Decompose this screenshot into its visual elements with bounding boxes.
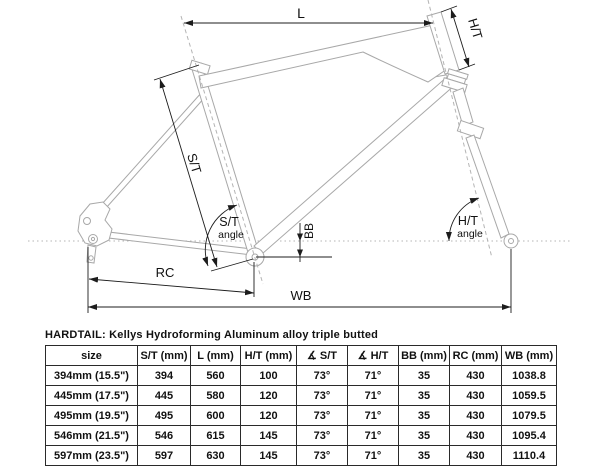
fork-stanchion (453, 88, 473, 126)
column-header: ∡ H/T (348, 346, 399, 366)
value-cell: 1059.5 (502, 386, 557, 406)
rear-dropout-hole (84, 218, 91, 225)
dim-ST-ext-top (154, 65, 199, 80)
value-cell: 1095.4 (502, 426, 557, 446)
geometry-section (45, 329, 556, 466)
value-cell: 73° (297, 366, 348, 386)
front-axle (509, 239, 514, 244)
column-header: RC (mm) (450, 346, 502, 366)
value-cell: 630 (191, 446, 241, 466)
size-cell: 597mm (23.5") (46, 446, 138, 466)
dim-HT-ext-bottom (459, 64, 475, 70)
label-bb-drop: BB (302, 222, 316, 239)
top-tube (199, 24, 450, 88)
column-header: size (46, 346, 138, 366)
table-row (46, 406, 557, 426)
size-cell: 546mm (21.5") (46, 426, 138, 446)
value-cell: 73° (297, 426, 348, 446)
value-cell: 430 (450, 446, 502, 466)
value-cell: 73° (297, 406, 348, 426)
value-cell: 35 (399, 446, 450, 466)
value-cell: 1110.4 (502, 446, 557, 466)
column-header: S/T (mm) (138, 346, 191, 366)
geometry-table-body (46, 366, 557, 466)
dim-RC-line (89, 279, 254, 293)
label-rear-center: RC (155, 265, 175, 280)
size-cell: 394mm (15.5") (46, 366, 138, 386)
value-cell: 35 (399, 386, 450, 406)
label-ht-angle-1: H/T (457, 214, 479, 228)
value-cell: 120 (241, 406, 297, 426)
dim-ST-ext-bottom (211, 259, 253, 271)
label-ht-angle-2: angle (457, 228, 483, 240)
seat-stay (102, 92, 206, 208)
label-st-angle-2: angle (218, 229, 244, 241)
size-cell: 445mm (17.5") (46, 386, 138, 406)
value-cell: 35 (399, 426, 450, 446)
value-cell: 71° (348, 426, 399, 446)
down-tube (254, 76, 456, 254)
table-title: HARDTAIL: Kellys Hydroforming Aluminum alloy triple butted (45, 329, 379, 341)
column-header: ∡ S/T (297, 346, 348, 366)
value-cell: 394 (138, 366, 191, 386)
column-header: L (mm) (191, 346, 241, 366)
value-cell: 600 (191, 406, 241, 426)
value-cell: 546 (138, 426, 191, 446)
value-cell: 430 (450, 406, 502, 426)
value-cell: 597 (138, 446, 191, 466)
value-cell: 430 (450, 426, 502, 446)
table-row (46, 446, 557, 466)
value-cell: 495 (138, 406, 191, 426)
size-cell: 495mm (19.5") (46, 406, 138, 426)
column-header: WB (mm) (502, 346, 557, 366)
value-cell: 560 (191, 366, 241, 386)
geometry-table-header-row (46, 346, 557, 366)
label-top-tube-length: L (297, 5, 305, 21)
value-cell: 580 (191, 386, 241, 406)
table-row (46, 386, 557, 406)
label-st-angle-1: S/T (219, 215, 239, 229)
label-head-tube: H/T (465, 16, 486, 41)
rear-axle-center (91, 237, 94, 240)
table-row (46, 426, 557, 446)
dim-BB-arrow-bottom (297, 250, 303, 258)
label-wheelbase: WB (290, 288, 312, 303)
label-seat-tube: S/T (184, 151, 205, 176)
column-header: BB (mm) (399, 346, 450, 366)
value-cell: 100 (241, 366, 297, 386)
value-cell: 120 (241, 386, 297, 406)
hanger-hole (89, 256, 93, 260)
value-cell: 71° (348, 386, 399, 406)
value-cell: 430 (450, 386, 502, 406)
dim-HT-ext-top (441, 6, 457, 12)
value-cell: 615 (191, 426, 241, 446)
value-cell: 1079.5 (502, 406, 557, 426)
table-row (46, 366, 557, 386)
value-cell: 71° (348, 406, 399, 426)
column-header: H/T (mm) (241, 346, 297, 366)
value-cell: 445 (138, 386, 191, 406)
bike-frame (78, 12, 518, 266)
value-cell: 430 (450, 366, 502, 386)
value-cell: 145 (241, 446, 297, 466)
value-cell: 71° (348, 366, 399, 386)
value-cell: 1038.8 (502, 366, 557, 386)
value-cell: 145 (241, 426, 297, 446)
value-cell: 73° (297, 446, 348, 466)
geometry-table (45, 345, 557, 466)
value-cell: 35 (399, 406, 450, 426)
value-cell: 71° (348, 446, 399, 466)
value-cell: 73° (297, 386, 348, 406)
value-cell: 35 (399, 366, 450, 386)
